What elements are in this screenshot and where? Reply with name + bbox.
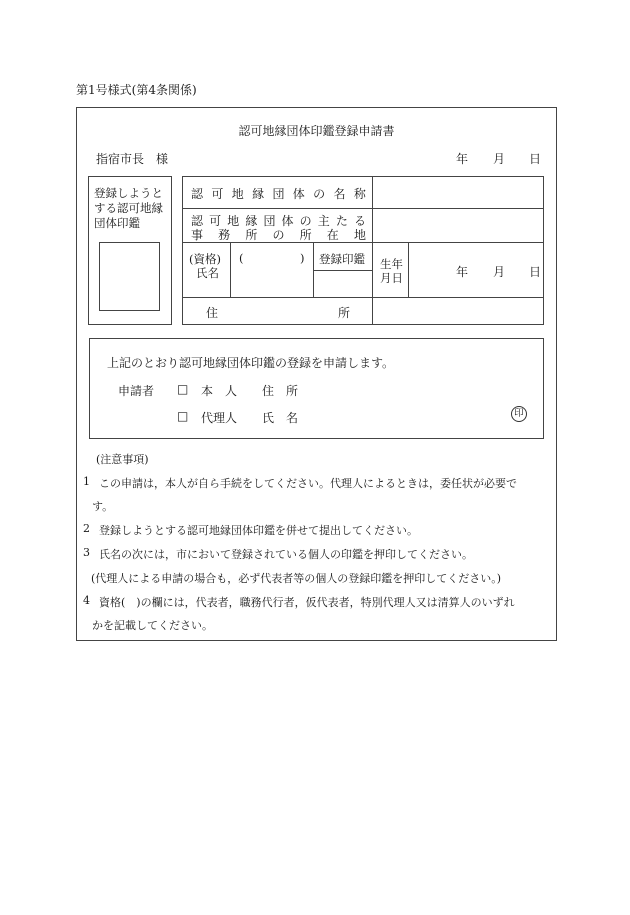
self-label-char: 人 (225, 384, 238, 398)
self-label-char: 本 (201, 384, 214, 398)
form-number: 第1号様式(第4条関係) (76, 83, 197, 97)
person-name-label: 氏名 (196, 266, 219, 280)
label-char: 可 (211, 187, 224, 201)
birth-date-label-line1: 生年 (380, 257, 403, 271)
label-char: 所 (245, 228, 258, 242)
note-line: この申請は，本人が自ら手続をしてください。代理人によるときは，委任状が必要で (99, 477, 517, 490)
office-location-field[interactable] (373, 209, 543, 241)
qualification-field[interactable] (246, 248, 298, 264)
organization-name-field[interactable] (373, 177, 543, 207)
address-field[interactable] (373, 298, 543, 324)
qualification-paren-close: ) (300, 251, 305, 265)
address-label-char: 所 (338, 306, 351, 320)
applicant-address-label: 住 所 (262, 384, 299, 398)
label-char: の (299, 214, 312, 228)
note-line: 氏名の次には，市において登録されている個人の印鑑を押印してください。 (99, 548, 473, 561)
note-number: 1 (83, 475, 90, 488)
note-number: 2 (83, 522, 90, 535)
date-month-label: 月 (493, 152, 506, 166)
label-char: た (335, 214, 348, 228)
agent-label: 代理人 (201, 411, 238, 425)
label-char: 主 (317, 214, 330, 228)
seal-box-label-line: 団体印鑑 (94, 216, 140, 230)
label-char: の (313, 187, 326, 201)
label-char: 可 (209, 214, 222, 228)
birth-date-label-line2: 月日 (380, 271, 403, 285)
label-char: 団 (263, 214, 276, 228)
note-number: 3 (83, 546, 90, 559)
birth-year-label: 年 (456, 265, 469, 279)
agent-checkbox[interactable]: □ (177, 409, 189, 423)
date-day-label: 日 (529, 152, 542, 166)
label-char: 所 (299, 228, 312, 242)
label-char: 認 (191, 187, 204, 201)
self-checkbox[interactable]: □ (177, 382, 189, 396)
seal-box-label (94, 186, 163, 231)
office-location-label-line2 (191, 226, 366, 243)
label-char: 縁 (245, 214, 258, 228)
notes-heading: (注意事項) (96, 453, 149, 466)
label-char: 称 (353, 187, 366, 201)
label-char: 地 (227, 214, 240, 228)
birth-month-label: 月 (493, 265, 506, 279)
person-name-field[interactable] (232, 267, 311, 295)
applicant-address-field[interactable] (306, 377, 526, 399)
table-divider (408, 242, 409, 297)
registered-seal-label: 登録印鑑 (319, 252, 365, 266)
label-char: の (272, 228, 285, 242)
label-char: 在 (326, 228, 339, 242)
organization-name-label (191, 185, 366, 202)
label-char: 団 (272, 187, 285, 201)
label-char: る (353, 214, 366, 228)
form-title: 認可地縁団体印鑑登録申請書 (238, 124, 395, 138)
label-char: 体 (281, 214, 294, 228)
note-number: 4 (83, 594, 90, 607)
applicant-label: 申請者 (118, 384, 155, 398)
note-line: (代理人による申請の場合も，必ず代表者等の個人の登録印鑑を押印してください。) (91, 572, 502, 585)
note-line: す。 (92, 500, 114, 513)
table-divider (230, 242, 231, 297)
date-year-label: 年 (456, 152, 469, 166)
label-char: 名 (333, 187, 346, 201)
qualification-label: (資格) (189, 252, 221, 266)
note-line: かを記載してください。 (92, 619, 213, 632)
label-char: 縁 (252, 187, 265, 201)
label-char: 認 (191, 214, 204, 228)
seal-box-label-line: する認可地縁 (94, 201, 163, 215)
applicant-name-field[interactable] (306, 404, 501, 426)
registered-seal-field[interactable] (314, 271, 371, 296)
birth-day-label: 日 (529, 265, 542, 279)
applicant-name-label: 氏 名 (262, 411, 299, 425)
application-statement: 上記のとおり認可地縁団体印鑑の登録を申請します。 (107, 356, 395, 370)
label-char: 地 (231, 187, 244, 201)
qualification-paren-open: ( (239, 251, 244, 265)
label-char: 事 (191, 228, 204, 242)
seal-imprint-area[interactable] (99, 242, 160, 311)
note-line: 資格( )の欄には，代表者，職務代行者，仮代表者，特別代理人又は清算人のいずれ (99, 596, 515, 609)
address-label-char: 住 (206, 306, 219, 320)
addressee: 指宿市長 様 (96, 152, 169, 166)
note-line: 登録しようとする認可地縁団体印鑑を併せて提出してください。 (99, 524, 418, 537)
label-char: 地 (353, 228, 366, 242)
label-char: 務 (218, 228, 231, 242)
seal-mark-icon: 印 (511, 406, 527, 422)
label-char: 体 (292, 187, 305, 201)
seal-box-label-line: 登録しようと (94, 186, 163, 200)
